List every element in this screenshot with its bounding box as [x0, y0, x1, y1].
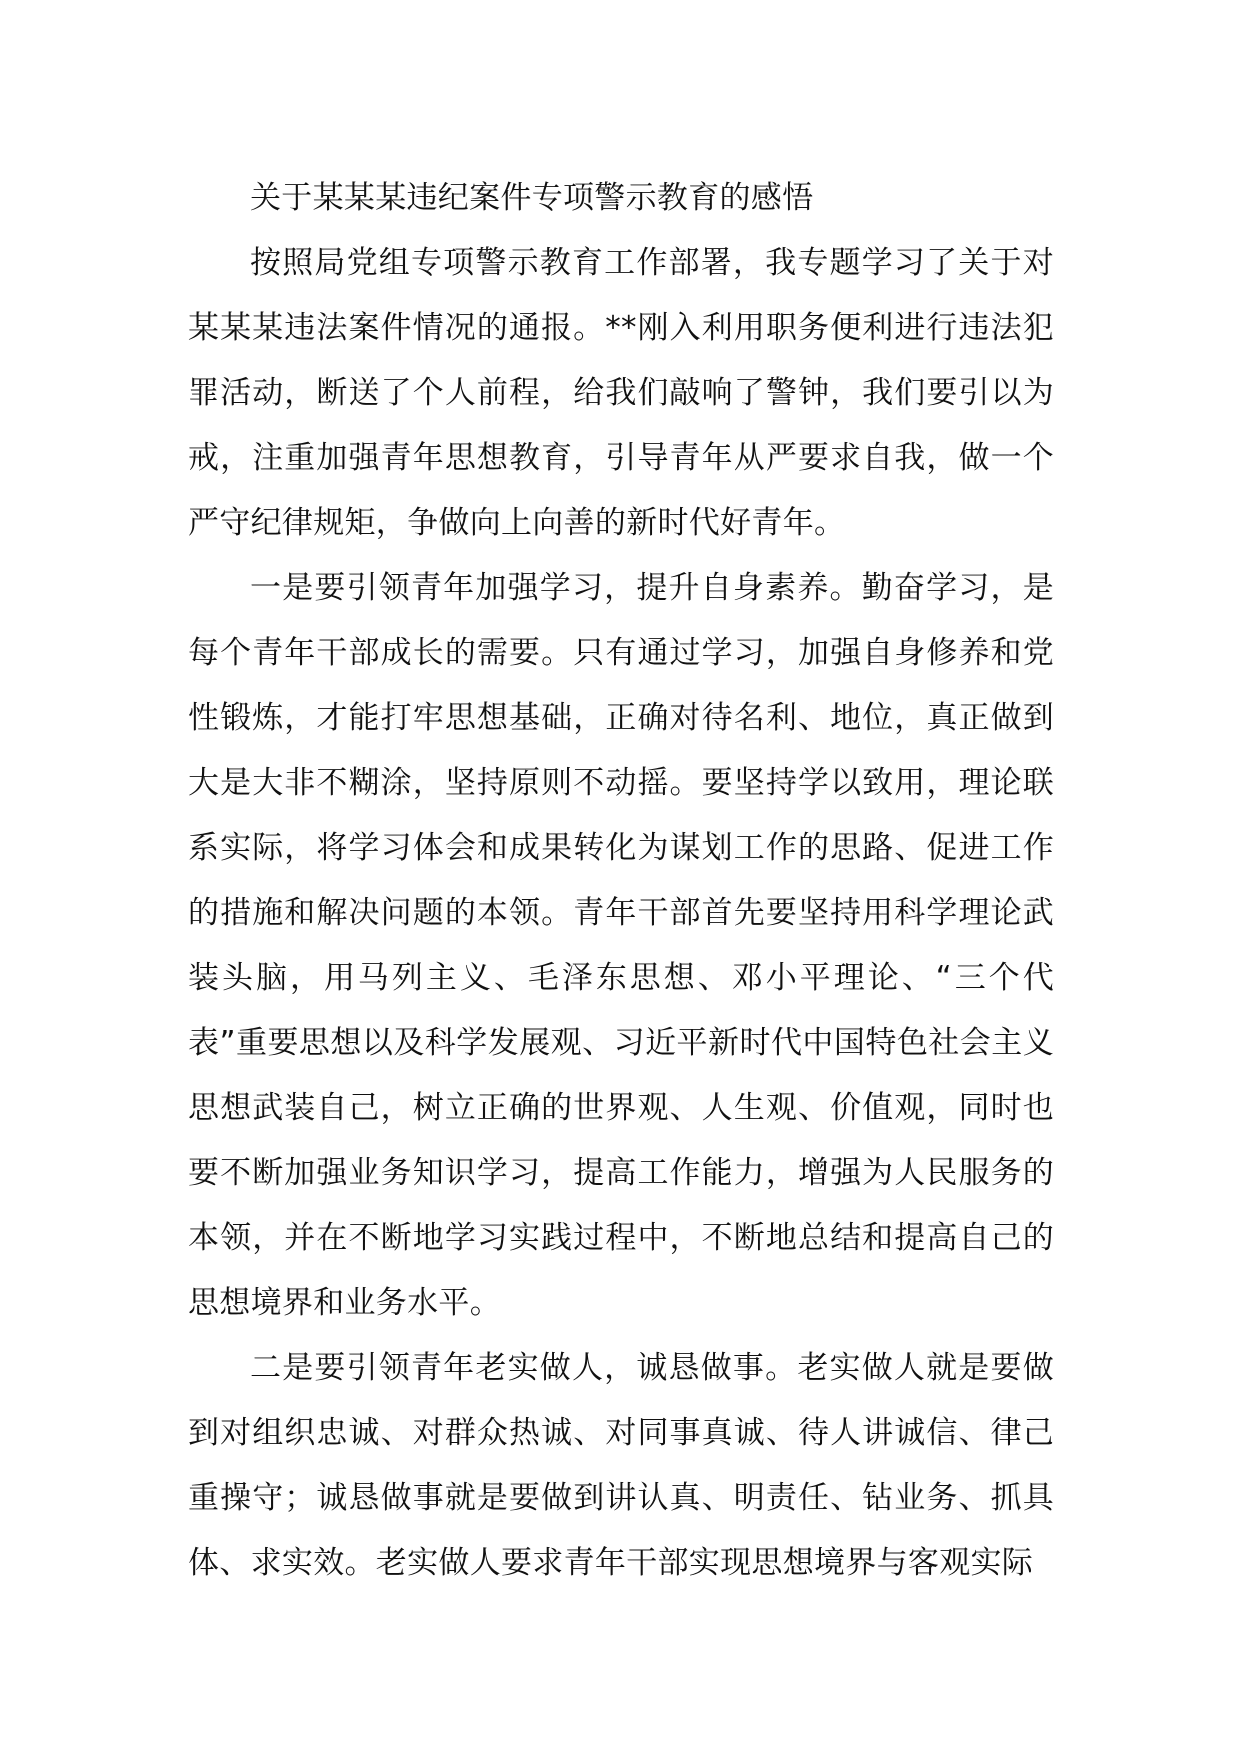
document-body [188, 166, 1054, 1596]
paragraph-point-two: 二是要引领青年老实做人，诚恳做事。老实做人就是要做到对组织忠诚、对群众热诚、对同事真诚、待人讲诚信、律己重操守；诚恳做事就是要做到讲认真、明责任、钻业务、抓具体、求实效。老实做人要求青年干部实现思想境界与客观实际 [188, 1350, 1054, 1581]
document-title: 关于某某某违纪案件专项警示教育的感悟 [250, 180, 814, 216]
paragraph-intro: 按照局党组专项警示教育工作部署，我专题学习了关于对某某某违法案件情况的通报。**刚入利用职务便利进行违法犯罪活动，断送了个人前程，给我们敲响了警钟，我们要引以为戒，注重加强青年思想教育，引导青年从严要求自我，做一个严守纪律规矩，争做向上向善的新时代好青年。 [188, 245, 1054, 541]
paragraph-point-one: 一是要引领青年加强学习，提升自身素养。勤奋学习，是每个青年干部成长的需要。只有通过学习，加强自身修养和党性锻炼，才能打牢思想基础，正确对待名利、地位，真正做到大是大非不糊涂，坚持原则不动摇。要坚持学以致用，理论联系实际，将学习体会和成果转化为谋划工作的思路、促进工作的措施和解决问题的本领。青年干部首先要坚持用科学理论武装头脑，用马列主义、毛泽东思想、邓小平理论、“三个代表”重要思想以及科学发展观、习近平新时代中国特色社会主义思想武装自己，树立正确的世界观、人生观、价值观，同时也要不断加强业务知识学习，提高工作能力，增强为人民服务的本领，并在不断地学习实践过程中，不断地总结和提高自己的思想境界和业务水平。 [188, 570, 1054, 1321]
